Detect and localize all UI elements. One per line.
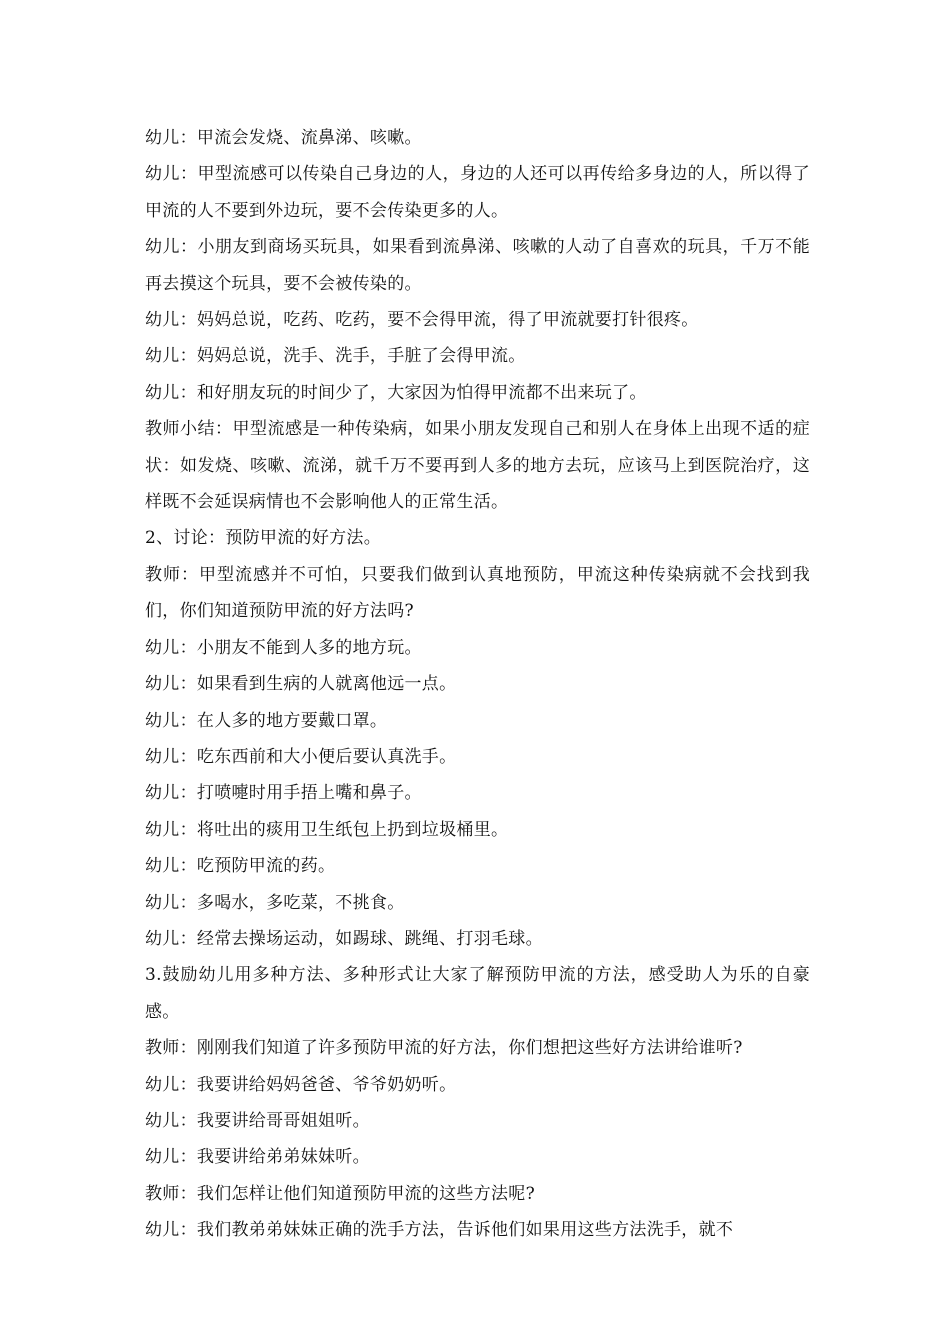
paragraph: 幼儿：小朋友不能到人多的地方玩。 bbox=[145, 637, 422, 658]
paragraph: 教师：甲型流感并不可怕，只要我们做到认真地预防，甲流这种传染病就不会找到我们，你们知道预防甲流的好方法吗? bbox=[145, 564, 810, 622]
paragraph: 幼儿：和好朋友玩的时间少了，大家因为怕得甲流都不出来玩了。 bbox=[145, 382, 647, 403]
section-heading: 3.鼓励幼儿用多种方法、多种形式让大家了解预防甲流的方法，感受助人为乐的自豪感。 bbox=[145, 965, 810, 1022]
paragraph: 幼儿：甲型流感可以传染自己身边的人，身边的人还可以再传给多身边的人，所以得了甲流的人不要到外边玩，要不会传染更多的人。 bbox=[145, 164, 810, 221]
paragraph: 幼儿：我要讲给弟弟妹妹听。 bbox=[145, 1147, 370, 1168]
paragraph: 幼儿：如果看到生病的人就离他远一点。 bbox=[145, 674, 457, 695]
paragraph: 幼儿：多喝水，多吃菜，不挑食。 bbox=[145, 892, 405, 913]
paragraph: 幼儿：小朋友到商场买玩具，如果看到流鼻涕、咳嗽的人动了自喜欢的玩具，千万不能再去摸这个玩具，要不会被传染的。 bbox=[145, 237, 810, 294]
paragraph: 幼儿：甲流会发烧、流鼻涕、咳嗽。 bbox=[145, 128, 422, 148]
paragraph: 幼儿：吃东西前和大小便后要认真洗手。 bbox=[145, 746, 457, 767]
document-body bbox=[145, 120, 810, 1249]
paragraph: 幼儿：我要讲给哥哥姐姐听。 bbox=[145, 1110, 370, 1131]
paragraph: 幼儿：我要讲给妈妈爸爸、爷爷奶奶听。 bbox=[145, 1074, 457, 1095]
paragraph: 幼儿：打喷嚏时用手捂上嘴和鼻子。 bbox=[145, 783, 422, 804]
paragraph: 幼儿：在人多的地方要戴口罩。 bbox=[145, 710, 388, 731]
paragraph: 幼儿：妈妈总说，吃药、吃药，要不会得甲流，得了甲流就要打针很疼。 bbox=[145, 310, 699, 331]
paragraph: 教师：刚刚我们知道了许多预防甲流的好方法，你们想把这些好方法讲给谁听? bbox=[145, 1038, 743, 1059]
section-heading: 2、讨论：预防甲流的好方法。 bbox=[145, 528, 382, 549]
paragraph: 幼儿：经常去操场运动，如踢球、跳绳、打羽毛球。 bbox=[145, 928, 543, 949]
paragraph: 幼儿：我们教弟弟妹妹正确的洗手方法，告诉他们如果用这些方法洗手，就不 bbox=[145, 1220, 734, 1241]
paragraph: 教师：我们怎样让他们知道预防甲流的这些方法呢? bbox=[145, 1183, 536, 1204]
paragraph: 幼儿：吃预防甲流的药。 bbox=[145, 856, 336, 877]
paragraph: 教师小结：甲型流感是一种传染病，如果小朋友发现自己和别人在身体上出现不适的症状：如发烧、咳嗽、流涕，就千万不要再到人多的地方去玩，应该马上到医院治疗，这样既不会延误病情也不会影响他人的正常生活。 bbox=[145, 419, 810, 513]
paragraph: 幼儿：妈妈总说，洗手、洗手，手脏了会得甲流。 bbox=[145, 346, 526, 367]
paragraph: 幼儿：将吐出的痰用卫生纸包上扔到垃圾桶里。 bbox=[145, 819, 509, 840]
